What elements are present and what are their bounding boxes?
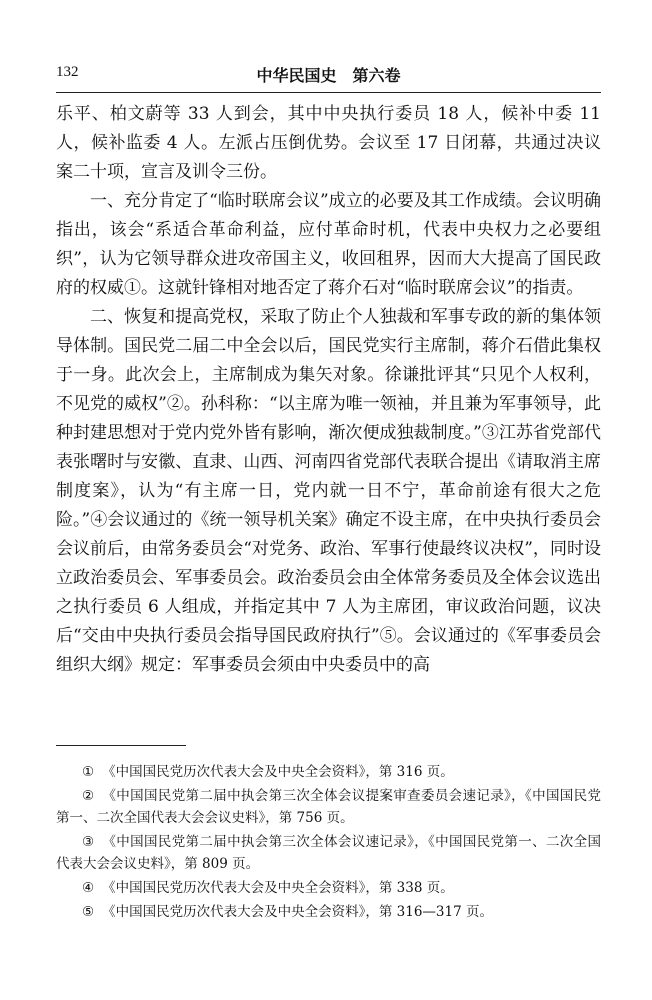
footnote-text: 《中国国民党历次代表大会及中央全会资料》，第 338 页。 [102,880,454,896]
footnote-mark: ⑤ [82,904,95,920]
footnote-mark: ② [82,788,95,804]
footnote-item [56,901,601,923]
paragraph-continued: 乐平、柏文蔚等 33 人到会，其中中央执行委员 18 人，候补中委 11 人，候补监委 4 人。左派占压倒优势。会议至 17 日闭幕，共通过决议案二十项，宣言及训令三份。 [56,104,601,182]
footnote-mark: ③ [82,834,95,850]
page-number: 132 [56,64,79,80]
paragraph-point-one: 一、充分肯定了“临时联席会议”成立的必要及其工作成绩。会议明确指出，该会“系适合革命利益，应付革命时机，代表中央权力之必要组织”，认为它领导群众进攻帝国主义，收回租界，因而大大提高了国民政府的权威①。这就针锋相对地否定了蒋介石对“临时联席会议”的指责。 [56,191,601,298]
page-header [56,58,601,93]
footnote-item [56,785,601,829]
footnote-item [56,877,601,899]
footnote-mark: ④ [82,880,95,896]
main-text [56,100,601,680]
footnotes [56,761,601,925]
footnote-mark: ① [82,764,95,780]
running-title: 中华民国史 第六卷 [256,66,401,85]
footnote-text: 《中国国民党历次代表大会及中央全会资料》，第 316 页。 [102,764,454,780]
footnote-item [56,761,601,783]
footnote-text: 《中国国民党第二届中执会第三次全体会议提案审查委员会速记录》，《中国国民党第一、二次全国代表大会会议史料》，第 756 页。 [56,788,601,826]
footnote-item [56,831,601,875]
footnote-text: 《中国国民党历次代表大会及中央全会资料》，第 316—317 页。 [102,904,493,920]
paragraph-point-two: 二、恢复和提高党权，采取了防止个人独裁和军事专政的新的集体领导体制。国民党二届二中全会以后，国民党实行主席制，蒋介石借此集权于一身。此次会上，主席制成为集矢对象。徐谦批评其“只见个人权利，不见党的威权”②。孙科称：“以主席为唯一领袖，并且兼为军事领导，此种封建思想对于党内党外皆有影响，渐次便成独裁制度。”③江苏省党部代表张曙时与安徽、直隶、山西、河南四省党部代表联合提出《请取消主席制度案》，认为“有主席一日，党内就一日不宁，革命前途有很大之危险。”④会议通过的《统一领导机关案》确定不设主席，在中央执行委员会会议前后，由常务委员会“对党务、政治、军事行使最终议决权”，同时设立政治委员会、军事委员会。政治委员会由全体常务委员及全体会议选出之执行委员 6 人组成，并指定其中 7 人为主席团，审议政治问题，议决后“交由中央执行委员会指导国民政府执行”⑤。会议通过的《军事委员会组织大纲》规定：军事委员会须由中央委员中的高 [56,307,601,675]
footnote-text: 《中国国民党第二届中执会第三次全体会议速记录》，《中国国民党第一、二次全国代表大会会议史料》，第 809 页。 [56,834,601,872]
footnote-divider [56,745,186,746]
